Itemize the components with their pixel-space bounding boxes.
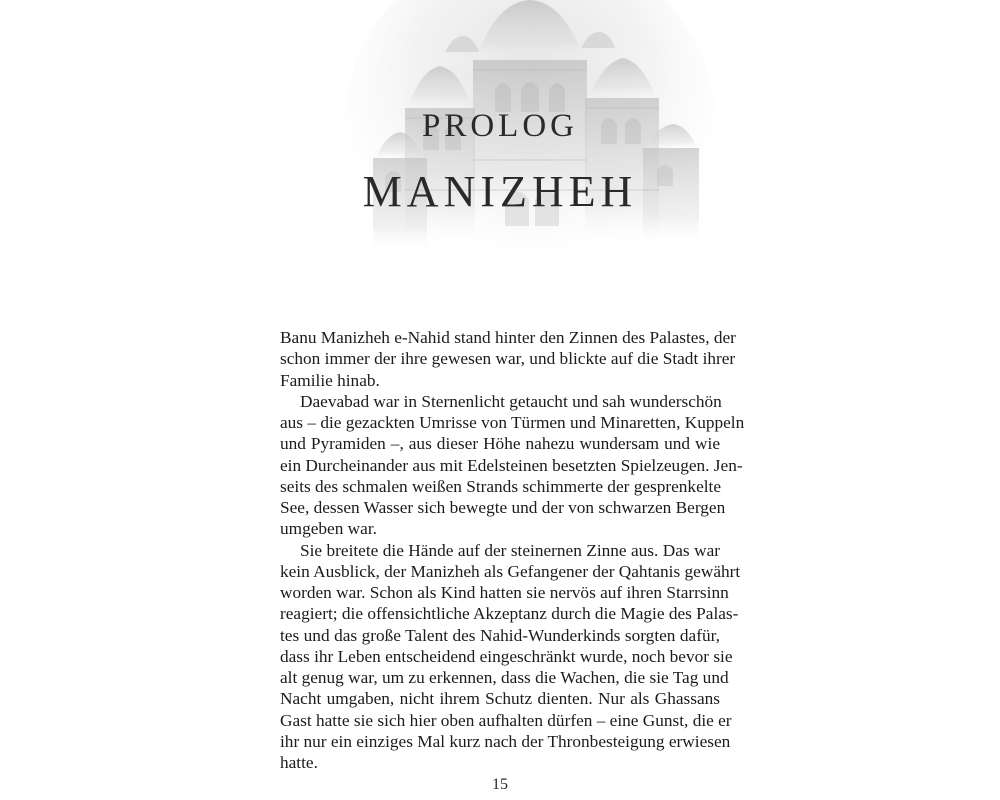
text-line: ein Durcheinander aus mit Edelsteinen besetzten Spielzeugen. Jen- [280, 455, 743, 475]
text-line: ihr nur ein einziges Mal kurz nach der Thronbesteigung erwiesen [280, 731, 731, 751]
text-line: Nacht umgaben, nicht ihrem Schutz dienten. Nur als Ghassans [280, 689, 720, 709]
chapter-title: MANIZHEH [362, 167, 638, 216]
paragraph [280, 391, 745, 540]
text-line: kein Ausblick, der Manizheh als Gefangener der Qahtanis gewährt [280, 561, 741, 581]
text-line: Gast hatte sie sich hier oben aufhalten dürfen – eine Gunst, die er [280, 710, 732, 730]
paragraph [280, 540, 741, 774]
page-number: 15 [492, 776, 508, 793]
text-line: Familie hinab. [280, 370, 380, 390]
body-text [280, 327, 745, 773]
chapter-label: PROLOG [421, 108, 579, 144]
text-line: und Pyramiden –, aus dieser Höhe nahezu wundersam und wie [280, 434, 720, 454]
text-line: seits des schmalen weißen Strands schimmerte der gesprenkelte [280, 476, 722, 496]
text-line: Banu Manizheh e-Nahid stand hinter den Zinnen des Palastes, der [280, 328, 736, 347]
text-line: Daevabad war in Sternenlicht getaucht und sah wunderschön [300, 391, 722, 411]
text-line: dass ihr Leben entscheidend eingeschränkt wurde, noch bevor sie [280, 646, 733, 666]
palace-illustration [345, 0, 715, 300]
text-line: umgeben war. [280, 519, 377, 539]
text-line: See, dessen Wasser sich bewegte und der von schwarzen Bergen [280, 498, 726, 517]
text-line: hatte. [280, 753, 318, 772]
text-line: worden war. Schon als Kind hatten sie nervös auf ihren Starrsinn [280, 583, 729, 602]
text-line: Sie breitete die Hände auf der steinernen Zinne aus. Das war [300, 540, 720, 560]
text-line: schon immer der ihre gewesen war, und blickte auf die Stadt ihrer [280, 349, 736, 369]
text-line: aus – die gezackten Umrisse von Türmen und Minaretten, Kuppeln [280, 413, 745, 432]
text-line: tes und das große Talent des Nahid-Wunderkinds sorgten dafür, [280, 625, 720, 645]
paragraph [280, 327, 736, 391]
text-line: reagiert; die offensichtliche Akzeptanz durch die Magie des Palas- [280, 604, 739, 624]
text-line: alt genug war, um zu erkennen, dass die Wachen, die sie Tag und [280, 668, 729, 687]
